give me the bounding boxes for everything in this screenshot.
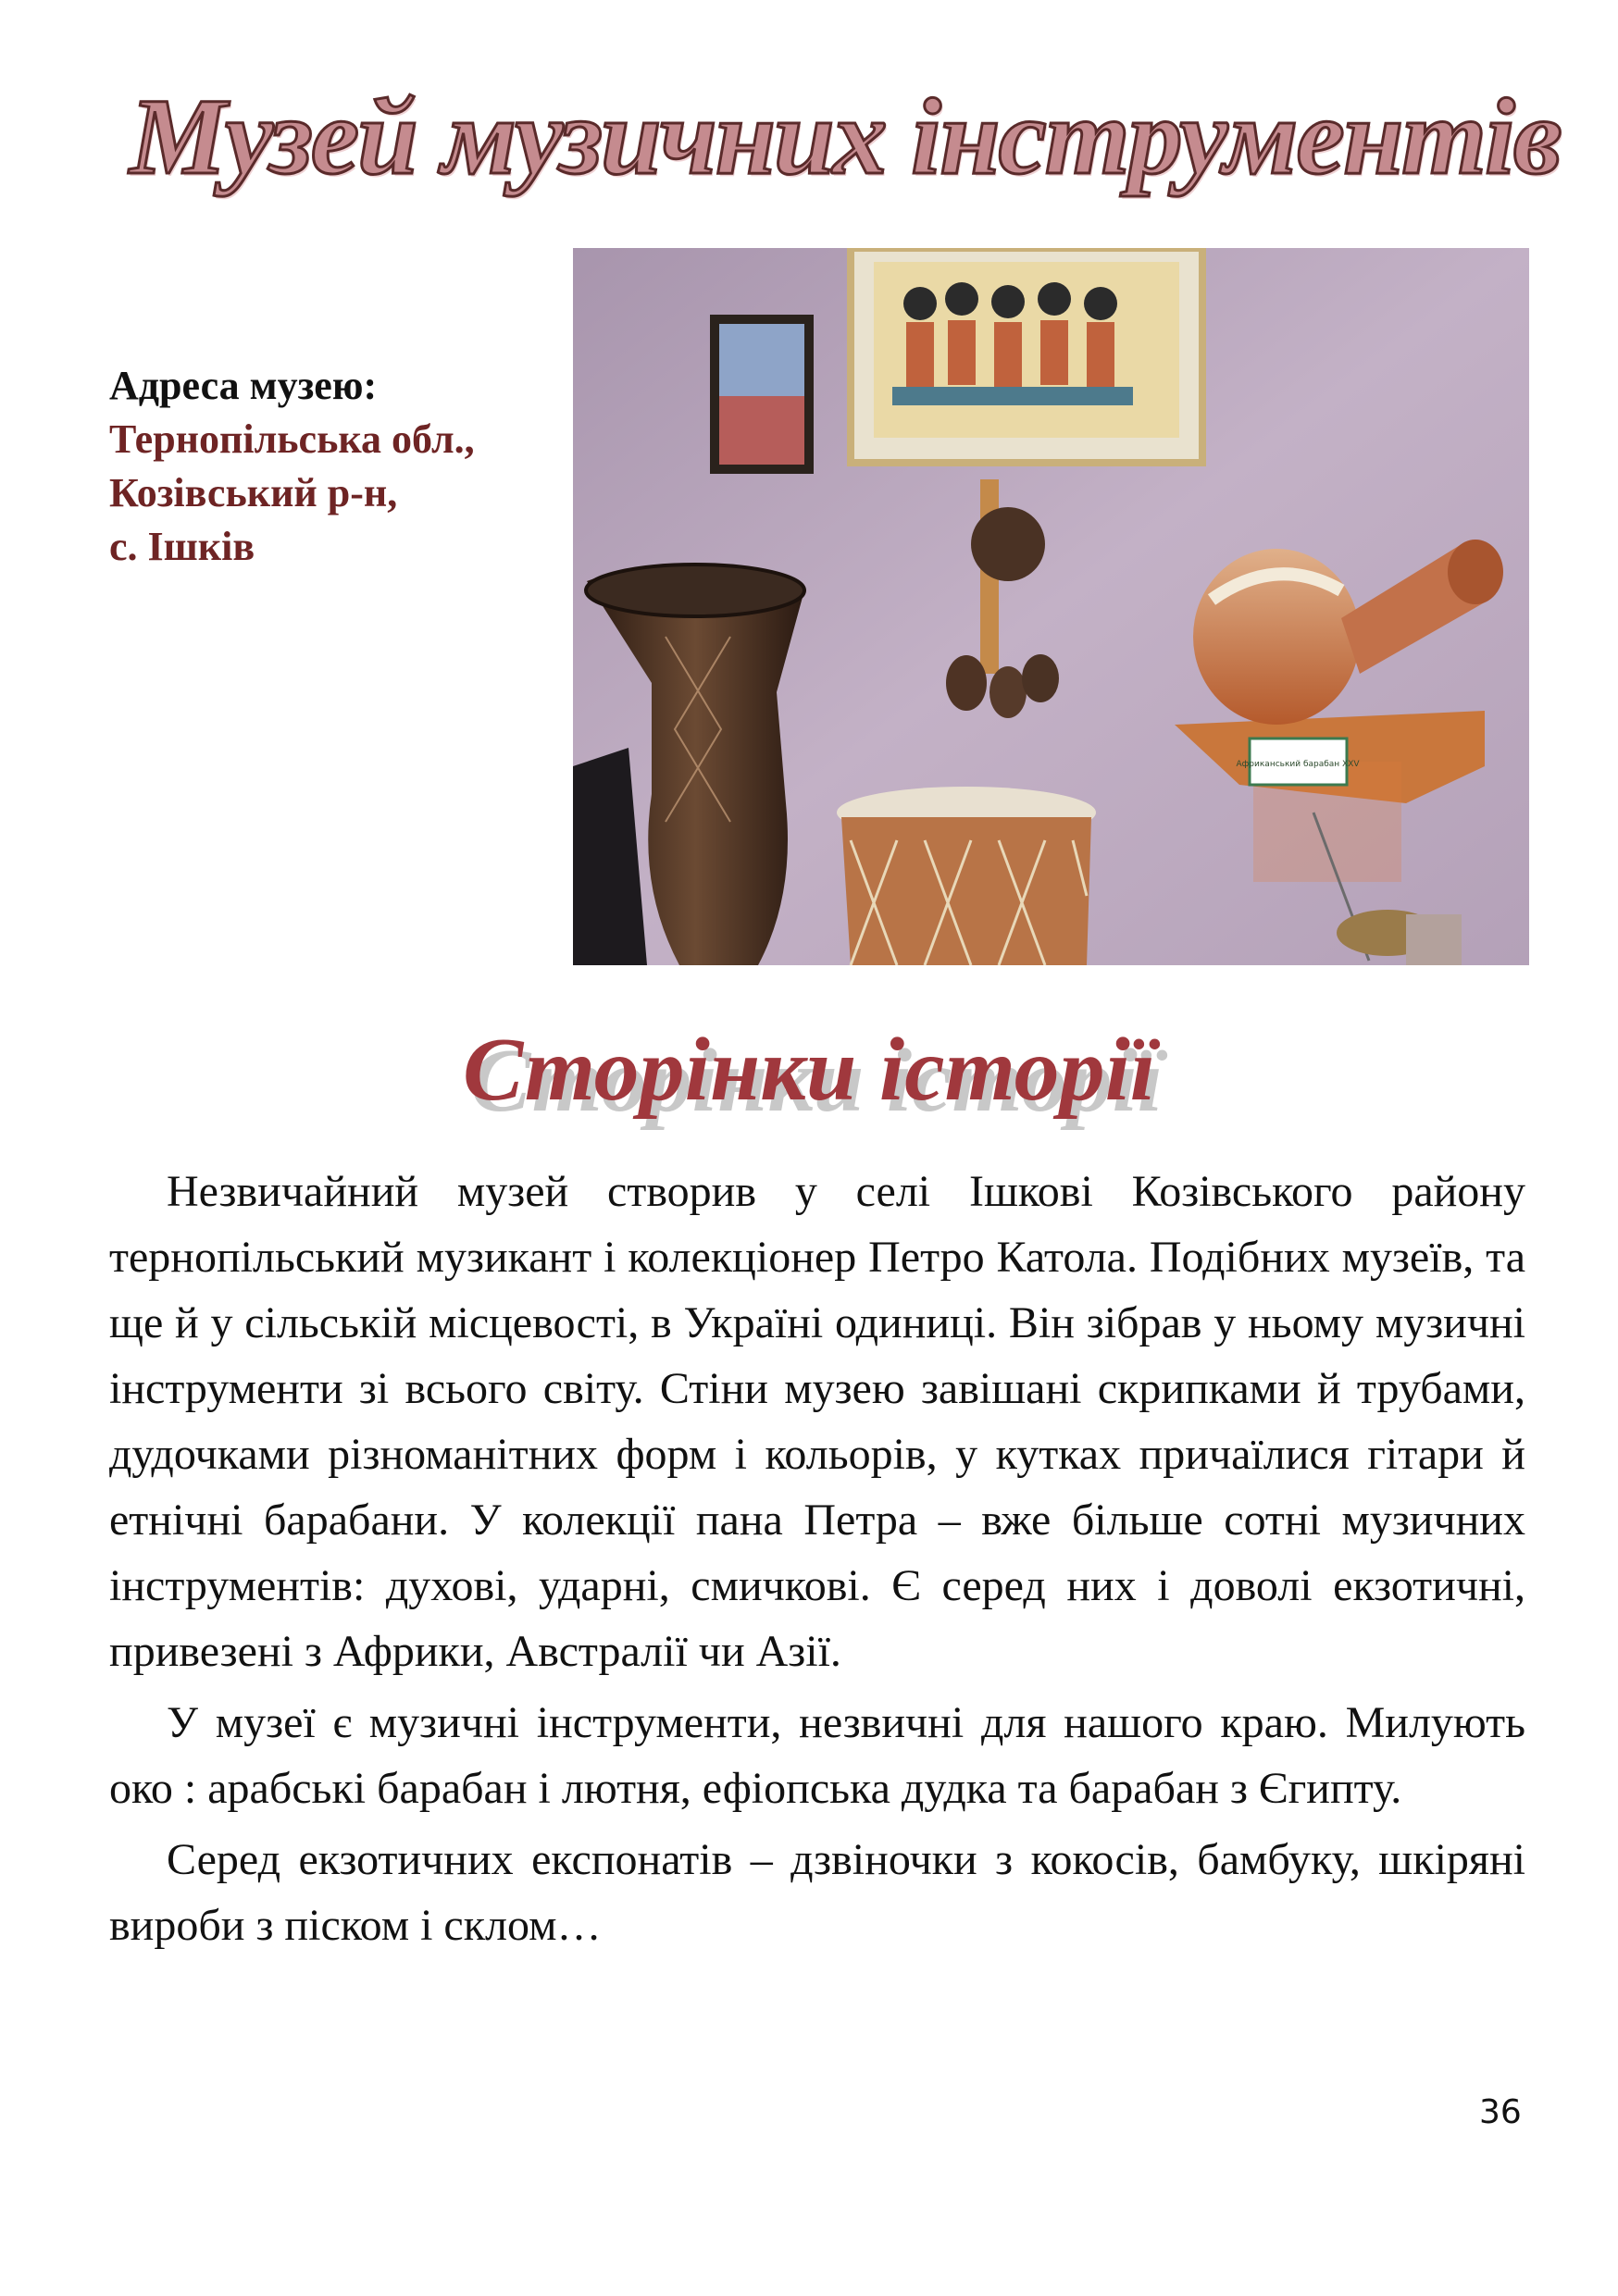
paragraph: Незвичайний музей створив у селі Ішкові Козівського району тернопільський музикант і колекціонер Петро Катола. Подібних музеїв, та ще й у сільській місцевості, в Україні одиниці. Він зібрав у ньому музичні інструменти зі всього світу. Стіни музею завішані скрипками й трубами, дудочками різноманітних форм і кольорів, у кутках причаїлися гітари й етнічні барабани. У колекції пана Петра – вже більше сотні музичних інструментів: духові, ударні, смичкові. Є серед них і доволі екзотичні, привезені з Африки, Австралії чи Азії. xyxy=(109,1167,1525,1676)
museum-photo xyxy=(573,248,1529,965)
exhibit-label-card: Африканський барабан XXV xyxy=(1236,760,1360,769)
address-line-region: Тернопільська обл., xyxy=(109,416,475,462)
museum-address xyxy=(109,359,475,574)
article-body xyxy=(109,1159,1525,1964)
section-title: Сторінки історії xyxy=(462,1020,1156,1120)
address-line-village: с. Ішків xyxy=(109,524,255,569)
paragraph: Серед екзотичних експонатів – дзвіночки з кокосів, бамбуку, шкіряні вироби з піском і склом… xyxy=(109,1835,1525,1950)
page-number: 36 xyxy=(1479,2093,1522,2131)
paragraph: У музеї є музичні інструменти, незвичні для нашого краю. Милують око : арабські барабан і лютня, ефіопська дудка та барабан з Єгипту. xyxy=(109,1698,1525,1813)
page-title: Музей музичних інструментів xyxy=(130,76,1561,197)
address-line-district: Козівський р-н, xyxy=(109,470,398,515)
address-label: Адреса музею: xyxy=(109,363,378,408)
